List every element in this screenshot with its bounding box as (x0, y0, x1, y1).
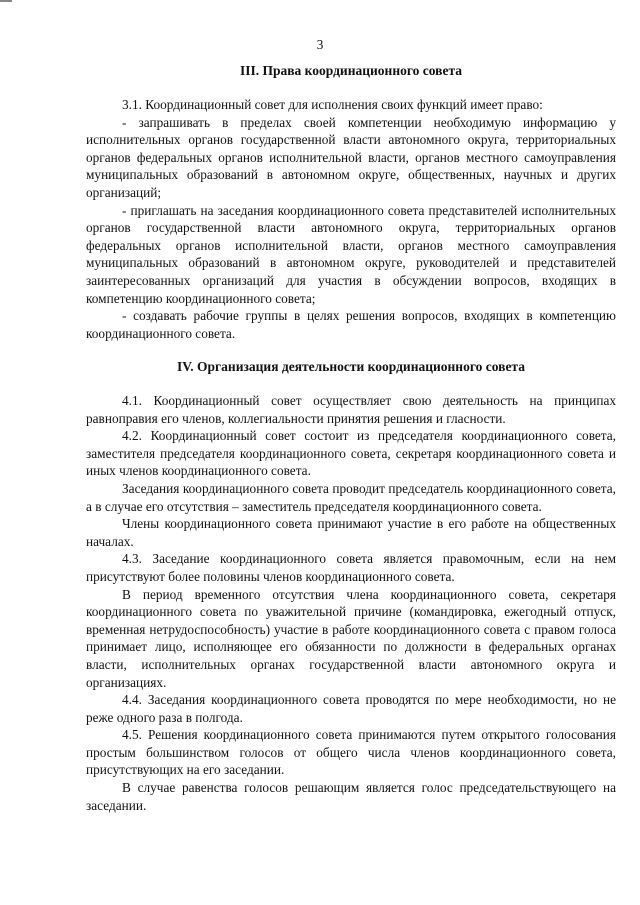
section-4-body (86, 392, 616, 814)
paragraph-3-1: 3.1. Координационный совет для исполнения своих функций имеет право: (122, 97, 543, 112)
paragraph-4-2-meetings: Заседания координационного совета проводит председатель координационного совета, а в случае его отсутствия – заместитель председателя координационного совета. (86, 480, 616, 514)
paragraph-3-1-item-invite: - приглашать на заседания координационного совета представителей исполнительных органов государственной власти автономного округа, территориальных органов федеральных органов исполнительной власти, органов местного самоуправления муниципальных образований в автономном округе, руководителей и представителей заинтересованных организаций для участия в обсуждении вопросов, входящих в компетенцию координационного совета; (86, 202, 616, 306)
paragraph-4-3: 4.3. Заседание координационного совета является правомочным, если на нем присутствуют более половины членов координационного совета. (86, 551, 616, 584)
paragraph-3-1-item-groups: - создавать рабочие группы в целях решения вопросов, входящих в компетенцию координационного совета. (86, 308, 616, 341)
paragraph-4-5-tie: В случае равенства голосов решающим является голос председательствующего на заседании. (86, 780, 616, 813)
section-4-title: IV. Организация деятельности координационного совета (177, 359, 525, 374)
section-3-body (86, 96, 616, 342)
paragraph-3-1-item-request: - запрашивать в пределах своей компетенции необходимую информацию у исполнительных органов государственной власти автономного округа, территориальных органов федеральных органов исполнительной власти, органов местного самоуправления муниципальных образований в автономном округе, общественных, научных и других организаций; (86, 114, 616, 200)
scan-corner-mark (0, 0, 12, 2)
paragraph-4-5: 4.5. Решения координационного совета принимаются путем открытого голосования простым большинством голосов от общего числа членов координационного совета, присутствующих на его заседании. (86, 727, 616, 778)
paragraph-4-2-members: Члены координационного совета принимают участие в его работе на общественных началах. (86, 516, 616, 549)
section-3-title: III. Права координационного совета (239, 63, 463, 78)
paragraph-4-2: 4.2. Координационный совет состоит из председателя координационного совета, заместителя председателя координационного совета, секретаря координационного совета и иных членов координационного совета. (86, 428, 616, 479)
paragraph-4-4: 4.4. Заседания координационного совета проводятся по мере необходимости, но не реже одного раза в полгода. (86, 692, 616, 725)
page-number: 3 (316, 37, 324, 52)
paragraph-4-1: 4.1. Координационный совет осуществляет свою деятельность на принципах равноправия его членов, коллегиальности принятия решения и гласности. (86, 393, 616, 426)
paragraph-4-3-absence: В период временного отсутствия члена координационного совета, секретаря координационного совета по уважительной причине (командировка, ежегодный отпуск, временная нетрудоспособность) участие в работе координационного совета с правом голоса принимает лицо, исполняющее его обязанности по должности в федеральных органах власти, исполнительных органах государственной власти автономного округа и организациях. (86, 586, 616, 690)
